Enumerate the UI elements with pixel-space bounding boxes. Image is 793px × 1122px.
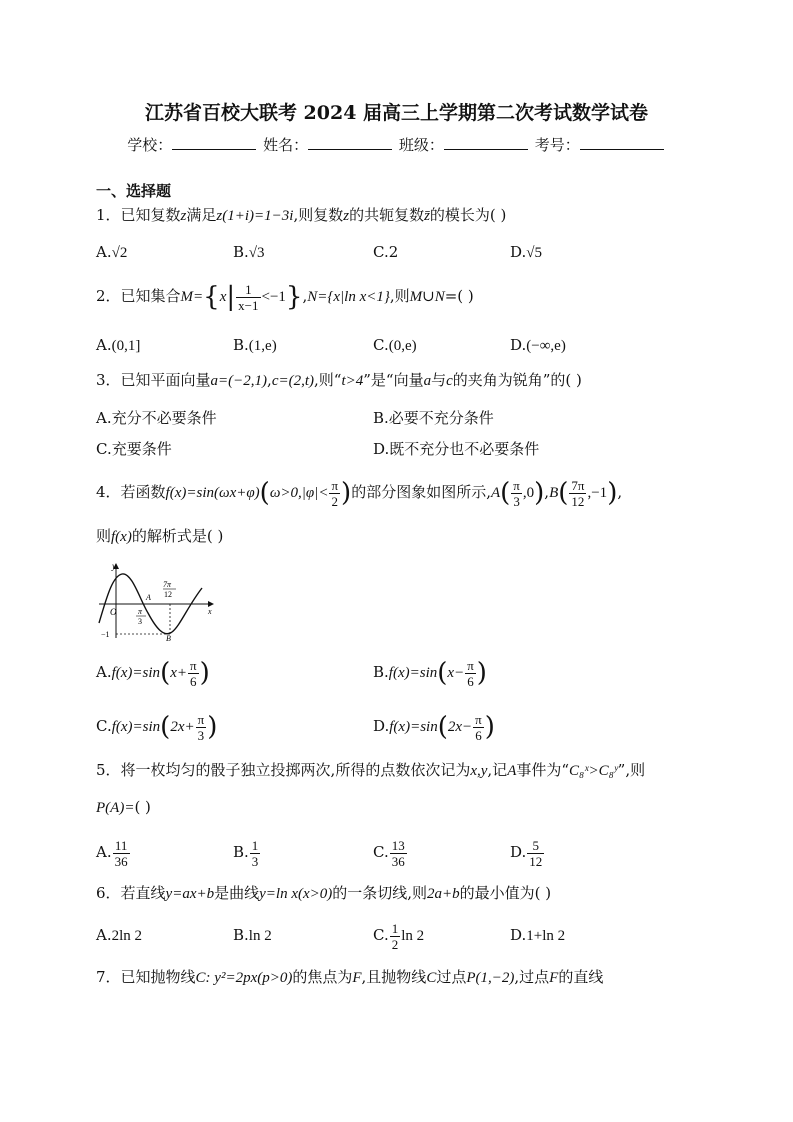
q1-option-d[interactable] [510,242,542,263]
exam-title: 江苏省百校大联考 2024 届高三上学期第二次考试数学试卷 [144,102,649,124]
q4-text: 的部分图象如图所示, [351,483,491,501]
option-letter: D. [373,717,390,735]
q2-math: <−1 [261,289,286,305]
q4-math: f(x) [111,529,132,545]
paren-left: ( [259,478,270,508]
denominator: 2 [391,936,399,952]
q5-option-b[interactable] [233,832,261,872]
q1-math: z [180,208,187,224]
q5-text: 5．将一枚均匀的骰子独立投掷两次,所得的点数依次记为 [96,761,471,779]
q4-option-c[interactable] [96,706,217,747]
q3-option-c[interactable]: C.充要条件 [96,440,172,458]
paren-right: ) [476,658,487,688]
q7-text: ,过点 [514,968,550,986]
option-value: (0,e) [388,338,417,354]
question-2 [96,276,474,317]
option-letter: A. [96,336,112,354]
q4-text: , [617,483,623,501]
option-letter: D. [510,843,527,861]
paren-left: ( [558,478,569,508]
option-letter: B. [233,926,249,944]
fraction [527,838,544,869]
q7-text: 的直线 [558,968,604,986]
option-value: 1+ln 2 [526,928,566,944]
q3-option-a[interactable]: A.充分不必要条件 [96,409,217,427]
q4-math: f(x)=sin(ωx+φ) [165,485,260,501]
paren-right: ) [341,478,352,508]
q5-math: A [507,763,517,779]
q3-text: ,则“ [314,371,342,389]
section-title: 一、选择题 [96,182,172,200]
numerator: 7π [571,477,585,493]
q7-text: 7．已知抛物线 [96,968,196,986]
numerator: π [331,477,339,493]
point-a-label: A [146,593,151,602]
q6-math: y=ax+b [165,886,215,902]
fraction [569,478,586,509]
numerator: π [475,711,482,727]
question-1 [96,205,506,226]
q5-text: ”,则 [617,761,646,779]
school-blank[interactable] [172,135,256,150]
paren-left: ( [500,478,511,508]
fraction [236,282,260,313]
q4-math: ,−1 [587,485,608,501]
question-4-line2 [96,526,223,547]
exam-number-label: 考号： [534,136,580,154]
option-letter: C. [96,717,112,735]
q6-text: 6．若直线 [96,884,166,902]
fraction [473,712,484,743]
option-letter: A. [96,243,112,261]
q1-text: 的共轭复数 [349,206,425,224]
numerator: 1 [391,920,399,936]
q7-math: F [352,970,362,986]
q3-text: 3．已知平面向量 [96,371,211,389]
paren-left: ( [437,712,448,742]
option-letter: C. [373,336,389,354]
numerator: 1 [236,282,260,298]
twelve-label: 12 [164,590,172,599]
name-blank[interactable] [308,135,392,150]
option-value: f(x)=sin [111,665,161,681]
question-3 [96,370,582,391]
q1-option-c[interactable] [373,242,398,262]
three-label: 3 [138,617,142,626]
option-text: C.2 [373,243,399,261]
q4-math: ω>0,|φ|< [269,485,329,501]
denominator: 3 [251,853,259,869]
school-label: 学校： [127,136,173,154]
q5-option-d[interactable] [510,832,545,872]
q1-math: z(1+i)=1−3i [216,208,294,224]
q1-text: 1．已知复数 [96,206,181,224]
paren-right: ) [207,712,218,742]
q1-math: z [343,208,350,224]
numerator: 13 [391,837,405,853]
q4-option-a[interactable] [96,652,210,693]
y-label: y [112,561,116,571]
option-letter: C. [373,926,389,944]
q1-math: z̄ [424,208,430,224]
fraction [250,838,261,869]
option-value: 2ln 2 [111,928,143,944]
q3-text: , [267,371,272,389]
q7-math: P(1,−2) [466,970,515,986]
q3-option-b[interactable]: B.必要不充分条件 [373,409,494,427]
exam-number-blank[interactable] [580,135,664,150]
option-value: f(x)=sin [388,665,438,681]
option-letter: B. [233,243,249,261]
student-info-line [0,134,793,155]
denominator: 12 [529,853,543,869]
denominator: 3 [513,493,520,509]
q2-math: x [219,289,227,305]
q6-math: 2a+b [427,886,460,902]
name-label: 姓名： [263,136,309,154]
question-5 [96,760,645,781]
q4-math: B [549,485,559,501]
q2-text: 2．已知集合 [96,287,181,305]
option-value: (−∞,e) [526,338,566,354]
paren-left: ( [160,658,171,688]
fraction [390,838,407,869]
paren-right: ) [484,712,495,742]
option-letter: C. [373,843,389,861]
q2-text: =( ) [444,287,474,305]
q6-text: 的一条切线,则 [332,884,428,902]
option-value: 2x− [447,719,473,735]
numerator: π [513,477,520,493]
q3-math: c=(2,t) [271,373,314,389]
paren-left: ( [437,658,448,688]
fraction [390,921,401,952]
q4-option-b[interactable] [373,652,487,693]
numerator: 5 [527,838,544,854]
q1-text: ,则复数 [293,206,344,224]
q5-option-a[interactable] [96,832,131,872]
q3-text: 与 [431,371,447,389]
q3-math: a=(−2,1) [210,373,268,389]
denominator: 2 [331,493,338,509]
denominator: 6 [190,673,197,689]
q1-text: 的模长为( ) [429,206,507,224]
x-label: x [208,607,212,616]
brace-left: { [203,282,220,312]
fraction [465,658,476,689]
fraction [188,658,199,689]
seven-pi-label: 7π [163,580,172,589]
q1-option-b[interactable] [233,242,265,263]
q5-option-c[interactable] [373,832,408,872]
q6-option-a[interactable] [96,915,142,956]
q4-text: 4．若函数 [96,483,166,501]
q5-text: ,记 [487,761,508,779]
numerator: 1 [251,837,259,853]
q6-option-d[interactable] [510,915,565,956]
q7-text: 的焦点为 [292,968,353,986]
numerator: 11 [113,838,130,854]
option-value: x− [447,665,465,681]
q5-text: 事件为“ [516,761,570,779]
q5-text: ( ) [134,798,151,816]
option-value: (1,e) [248,338,277,354]
question-7 [96,967,603,988]
paren-right: ) [199,658,210,688]
class-blank[interactable] [444,135,528,150]
option-letter: A. [96,926,112,944]
option-value: √3 [248,245,265,261]
q6-option-c[interactable] [373,915,424,956]
q2-text: ,则 [389,287,410,305]
option-value: f(x)=sin [111,719,161,735]
q5-math: P(A)= [96,800,135,816]
q2-math: M= [180,289,204,305]
q7-text: 过点 [436,968,467,986]
question-6 [96,883,551,904]
option-value: x+ [170,665,187,681]
q6-math: y=ln x(x>0) [259,886,333,902]
denominator: 36 [391,853,405,869]
q3-math: t>4 [341,373,364,389]
paren-left: ( [160,712,171,742]
q1-text: 满足 [186,206,217,224]
q6-text: 的最小值为( ) [459,884,552,902]
numerator: π [467,657,474,673]
option-value: √2 [111,245,128,261]
q7-math: C: y²=2px(p>0) [195,970,293,986]
option-value: ln 2 [401,928,425,944]
numerator: π [197,711,205,727]
q4-math: A [490,485,501,501]
q5-math: x,y [470,763,488,779]
q5-math: C₈ˣ>C₈ʸ [569,763,618,779]
question-5-line2 [96,797,151,818]
q2-option-c[interactable] [373,335,417,356]
paren-right: ) [607,478,618,508]
denominator: 12 [571,493,585,509]
origin-label: O [110,607,117,617]
q7-text: ,且抛物线 [361,968,427,986]
q3-math: a [423,373,432,389]
q6-option-b[interactable] [233,915,272,956]
q4-math: ,0 [522,485,535,501]
option-value: ln 2 [248,928,272,944]
q4-text: , [544,483,550,501]
q2-option-b[interactable] [233,335,277,356]
q3-option-d[interactable]: D.既不充分也不必要条件 [373,440,540,458]
option-value: 2x+ [170,719,195,735]
q4-text: 的解析式是( ) [131,527,224,545]
q3-text: 的夹角为锐角”的( ) [452,371,582,389]
option-letter: D. [510,243,527,261]
minus-one-label: −1 [101,630,110,639]
q1-option-a[interactable] [96,242,127,263]
q3-math: c [446,373,453,389]
option-letter: A. [96,663,112,681]
q7-math: F [549,970,559,986]
paren-right: ) [534,478,545,508]
q7-math: C [426,970,437,986]
option-value: (0,1] [111,338,141,354]
q2-math: M∪N [409,289,445,305]
q2-option-a[interactable] [96,335,140,356]
q4-text: 则 [96,527,112,545]
q4-option-d[interactable] [373,706,495,747]
class-label: 班级： [398,136,444,154]
q6-text: 是曲线 [214,884,260,902]
question-4 [96,472,622,513]
denominator: x−1 [238,297,259,313]
option-value: √5 [526,245,542,261]
q2-math: N={x|ln x<1} [307,289,390,305]
bar: | [226,282,236,312]
denominator: 3 [197,727,205,743]
option-letter: B. [233,843,249,861]
fraction [196,712,207,743]
denominator: 36 [114,853,128,869]
option-letter: D. [510,336,527,354]
denominator: 6 [467,673,474,689]
brace-right: } [285,282,303,312]
fraction [329,478,340,509]
fraction [511,478,522,509]
option-letter: B. [373,663,389,681]
option-value: f(x)=sin [389,719,438,735]
numerator: π [190,657,197,673]
option-letter: B. [233,336,249,354]
denominator: 6 [475,727,482,743]
q3-text: ”是“向量 [363,371,424,389]
option-letter: D. [510,926,527,944]
pi-label: π [138,607,143,616]
q2-text: , [302,287,308,305]
point-b-label: B [166,634,171,642]
option-letter: A. [96,843,112,861]
sine-graph-figure [96,560,216,642]
q2-option-d[interactable] [510,335,566,356]
fraction [113,838,130,869]
